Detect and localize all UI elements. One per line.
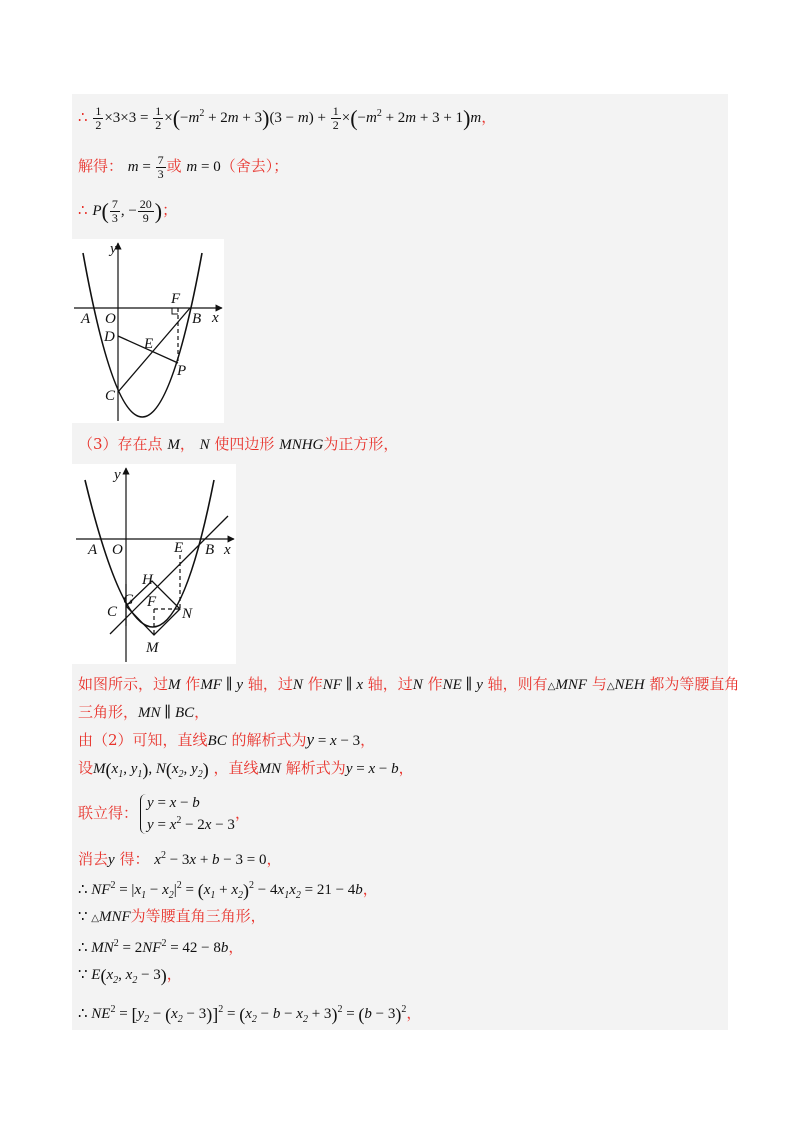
explanation-line-1: 如图所示，过M 作MF ∥ y 轴，过N 作NF ∥ x 轴，过N 作NE ∥ y 轴，则有△MNF 与△NEH 都为等腰直角 — [78, 675, 740, 693]
solution-content — [72, 94, 740, 1030]
figure-parabola-1 — [72, 239, 224, 423]
y-axis-label-2: y — [114, 467, 121, 483]
x-axis-label-2: x — [224, 542, 231, 558]
label-o: O — [105, 311, 116, 327]
therefore-symbol: ∴ — [78, 108, 88, 126]
mn-squared-line: ∴ $MN^2 = 2NF^2 = 42 - 8b$， — [78, 938, 244, 956]
system-line: 联立得： y = x − b $y = x^2 - 2x - 3$ ， — [78, 795, 250, 833]
label-a: A — [81, 311, 91, 327]
point-p-line: ∴ P( $\frac{7}{3}$ , − $\frac{20}{9}$ )； — [78, 197, 178, 225]
x-axis-label: x — [212, 310, 219, 326]
line-bc-equation: 由（2）可知，直线BC 的解析式为y = x − 3， — [78, 730, 376, 749]
label-e: E — [144, 336, 154, 352]
label-m-2: M — [146, 640, 159, 656]
label-f: F — [171, 291, 181, 307]
label-c: C — [105, 388, 116, 404]
isosceles-line: ∵ △MNF为等腰直角三角形， — [78, 907, 266, 925]
label-b: B — [192, 311, 202, 327]
part3-intro: （3）存在点 M， N 使四边形 MNHG为正方形， — [78, 435, 399, 453]
label-n-2: N — [182, 606, 193, 622]
label-h-2: H — [142, 572, 153, 588]
point-e-line: ∵ $E(x_2$, $x_2 - 3$)， — [78, 965, 182, 986]
label-e-2: E — [174, 540, 184, 556]
label-o-2: O — [112, 542, 123, 558]
figure-parabola-2 — [72, 464, 236, 664]
label-d: D — [104, 329, 115, 345]
solve-m-line: 解得： m = $\frac{7}{3}$ 或 m = 0（舍去）； — [78, 153, 289, 181]
nf-squared-line: ∴ $NF^2 = |x_1 - x_2|^2 = (x_1 + x_2)^2 - 4x_1x_2 = 21 - 4b$， — [78, 880, 378, 901]
explanation-line-2: 三角形，MN ∥ BC， — [78, 703, 210, 721]
label-g-2: G — [123, 592, 134, 608]
label-p: P — [177, 363, 187, 379]
label-f-2: F — [147, 594, 157, 610]
ne-squared-line: ∴ $NE^2 = [y_2 - (x_2 - 3)]^2 = (x_2 - b - x_2 + 3)^2 = (b - 3)^2$， — [78, 1004, 422, 1025]
label-a-2: A — [88, 542, 98, 558]
label-c-2: C — [107, 604, 118, 620]
y-axis-label: y — [110, 241, 117, 257]
set-points-line: 设$M(x_1$, $y_1$), $N(x_2$, $y_2$) ，直线MN 解析式为y = x − b， — [78, 759, 414, 780]
equation-area: ∴ $\frac{1}{2}$ ×3×3 = $\frac{1}{2}$ $\times(-m^2 + 2m + 3)(3 - m)$ + $\frac{1}{2}$ $\times(-m^2 + 2m + 3 + 1)m$， — [78, 104, 497, 133]
eliminate-y-line: 消去y 得： $x^2 - 3x + b - 3 = 0$， — [78, 850, 282, 868]
label-b-2: B — [205, 542, 215, 558]
